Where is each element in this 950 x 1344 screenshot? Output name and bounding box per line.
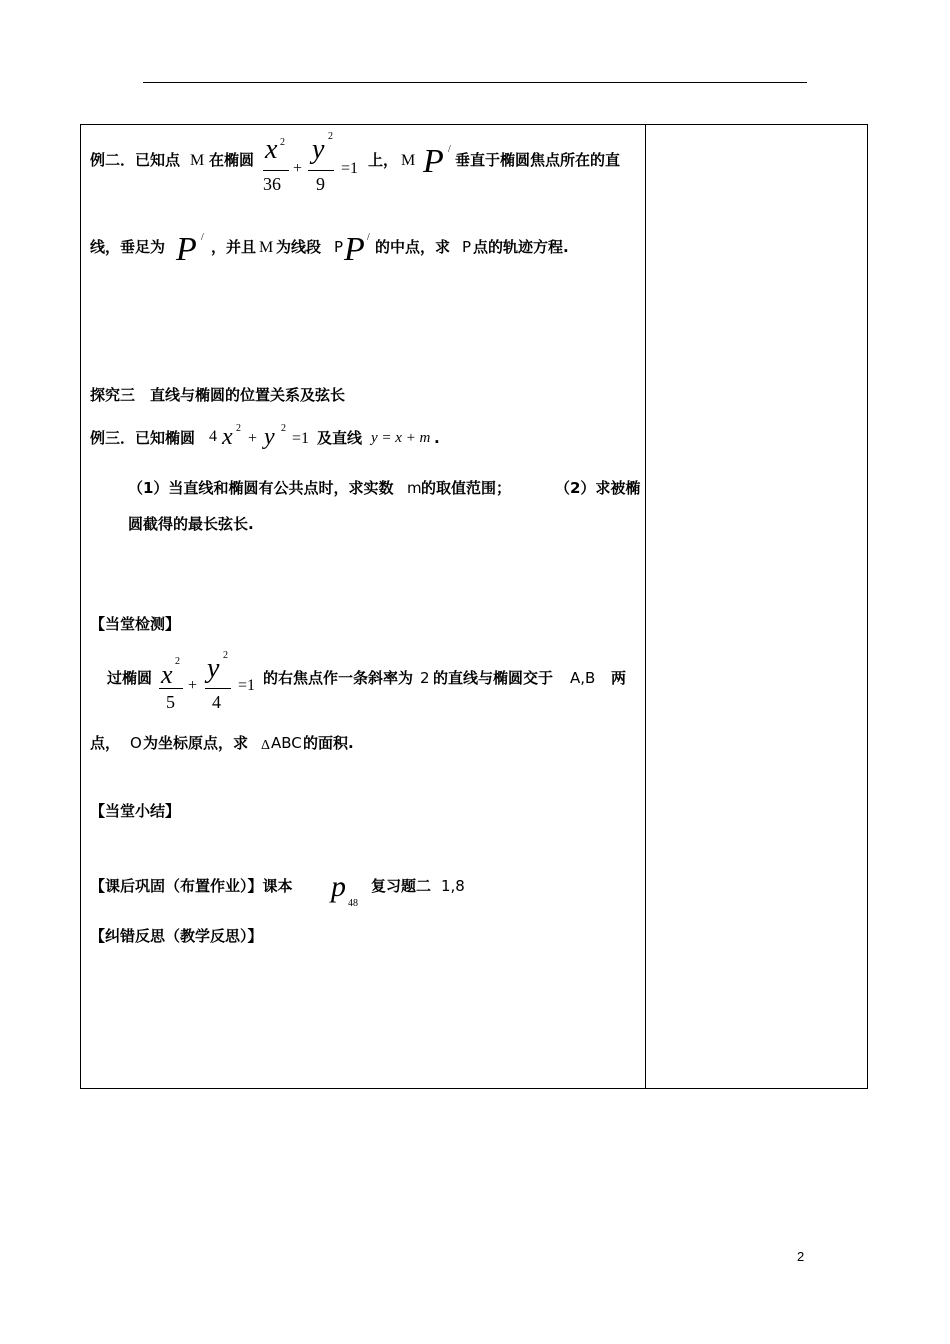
check-frac1-den: 5	[166, 692, 175, 712]
check-suffix-2: 的直线与椭圆交于	[433, 669, 554, 687]
ex3-and-line: 及直线	[317, 429, 363, 447]
ex3-coefficient: 4	[209, 428, 217, 445]
triangle-symbol: Δ	[261, 738, 271, 753]
ex3-question-1-end: 的取值范围；	[421, 479, 512, 497]
ex3-question-1: （1）当直线和椭圆有公共点时，求实数	[128, 479, 394, 497]
ex3-equals-one: =1	[292, 430, 310, 447]
frac1-bar	[263, 170, 289, 171]
frac2-exponent: 2	[328, 131, 333, 142]
point-m-2: M	[401, 152, 416, 169]
ex3-y: y	[264, 424, 275, 450]
point-m: M	[190, 152, 205, 169]
homework-page-p: p	[331, 870, 346, 903]
check-line2-c: 的面积.	[303, 734, 354, 752]
ex2-p-letter-2: P	[462, 238, 472, 256]
ex3-line-equation: y = x + m	[371, 430, 431, 446]
check-frac2-bar	[205, 688, 231, 689]
check-frac2-num: y	[207, 653, 220, 684]
frac2-bar	[308, 170, 334, 171]
p-prime-letter-2: P	[176, 231, 197, 268]
frac1-denominator: 36	[263, 174, 281, 194]
reflection-heading: 【纠错反思（教学反思）】	[90, 927, 263, 945]
ex2-prefix: 例二．已知点	[90, 151, 181, 169]
check-suffix-3: 两	[611, 669, 627, 687]
ex3-x-exp: 2	[236, 423, 241, 434]
check-prefix: 过椭圆	[107, 669, 153, 687]
header-rule	[143, 82, 807, 83]
point-m-3: M	[259, 239, 274, 256]
ex2-line1-suffix: 垂直于椭圆焦点所在的直	[455, 151, 621, 169]
ex2-in-ellipse: 在椭圆	[209, 151, 255, 169]
ex2-line2-e: 点的轨迹方程.	[473, 238, 569, 256]
ex2-on: 上，	[368, 151, 399, 169]
check-frac1-exp: 2	[175, 656, 180, 667]
p-prime-letter-3: P	[344, 231, 365, 268]
table-column-divider	[645, 124, 646, 1089]
check-equals-one: =1	[238, 677, 256, 694]
ex2-line2-d: 的中点，求	[375, 238, 451, 256]
p-prime-letter: P	[423, 143, 444, 180]
check-suffix-1: 的右焦点作一条斜率为	[263, 669, 414, 687]
frac1-exponent: 2	[280, 137, 285, 148]
ex3-question-2-cont: 圆截得的最长弦长.	[128, 515, 254, 533]
ex3-y-exp: 2	[281, 423, 286, 434]
check-line2-b: 为坐标原点，求	[143, 734, 249, 752]
ex3-question-2: （2）求被椭	[555, 479, 641, 497]
prime-mark: /	[448, 144, 451, 155]
frac2-numerator: y	[312, 134, 325, 165]
ex3-prefix: 例三．已知椭圆	[90, 429, 196, 447]
homework-problems: 1,8	[441, 877, 465, 895]
triangle-abc: ABC	[271, 734, 302, 752]
ex3-plus: +	[248, 430, 258, 447]
summary-heading: 【当堂小结】	[90, 802, 181, 820]
check-line2-a: 点，	[90, 734, 121, 752]
plus-sign: +	[293, 160, 303, 177]
check-slope: 2	[420, 669, 430, 687]
ex2-line2-b: ，并且	[211, 238, 257, 256]
equals-one: =1	[341, 160, 359, 177]
check-origin: O	[130, 734, 142, 752]
prime-mark-2: /	[201, 232, 204, 243]
check-frac2-exp: 2	[223, 650, 228, 661]
ex3-dot: .	[434, 429, 440, 447]
explore-3-title: 探究三 直线与椭圆的位置关系及弦长	[90, 386, 346, 404]
homework-page-number: 48	[348, 898, 358, 909]
ex2-line2-c: 为线段	[276, 238, 322, 256]
check-frac2-den: 4	[212, 692, 221, 712]
check-frac1-num: x	[161, 660, 173, 689]
ex2-p-letter: P	[334, 238, 344, 256]
ex3-m: m	[407, 479, 422, 497]
check-frac1-bar	[159, 688, 183, 689]
homework-heading: 【课后巩固（布置作业）】课本	[90, 877, 293, 895]
check-plus: +	[188, 677, 198, 694]
check-heading: 【当堂检测】	[90, 615, 181, 633]
prime-mark-3: /	[367, 232, 370, 243]
check-points-ab: A,B	[570, 669, 596, 687]
ex2-line2-a: 线，垂足为	[90, 238, 166, 256]
ex3-x: x	[222, 424, 233, 450]
frac2-denominator: 9	[316, 174, 325, 194]
homework-text: 复习题二	[371, 877, 432, 895]
page-number: 2	[797, 1249, 805, 1264]
frac1-numerator: x	[265, 134, 278, 165]
